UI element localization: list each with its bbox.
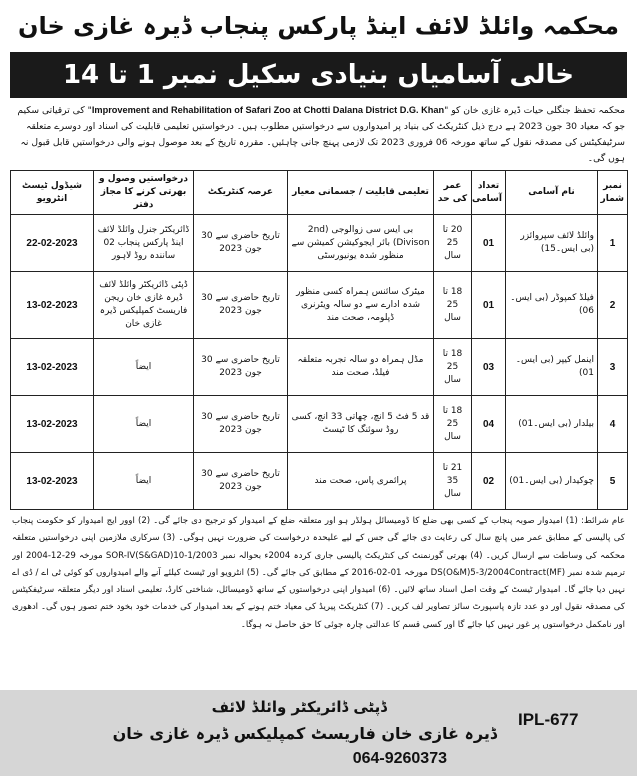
intro-line1-end: کی ترقیاتی سکیم جو کہ	[17, 105, 625, 132]
header-age: عمر کی حد	[434, 171, 472, 215]
row-qualification: قد 5 فٹ 5 انچ، چھاتی 33 انچ، کسی روڈ سوئنگ کا ٹیسٹ	[288, 396, 434, 453]
row-age: 20 تا 25 سال	[434, 215, 472, 272]
row-serial: 1	[598, 215, 628, 272]
row-qualification: بی ایس سی زوالوجی (2nd Divison) بائر ایجوکیشن کمیشن سے منظور شدہ یونیورسٹی	[288, 215, 434, 272]
header-schedule: شیڈول ٹیسٹ انٹرویو	[11, 171, 94, 215]
row-contract: تاریخ حاضری سے 30 جون 2023	[194, 396, 288, 453]
row-age: 21 تا 35 سال	[434, 453, 472, 510]
row-post: بیلدار (بی ایس۔01)	[506, 396, 598, 453]
row-count: 03	[472, 339, 506, 396]
term-2: (3) سرکاری ملازمین اپنی درخواستیں متعلقہ محکمہ کی وساطت سے ارسال کریں۔ (4) بھرتی گورنمنٹ کی کنٹریکٹ پالیسی جاری کردہ 2004ء بحوالہ نمبر SOR-IV(S&GAD)10-1/2003 مورخہ 29-12-2004 اور ترمیم شدہ نمبر DS(O&M)5-3/2004Contract(MF) مورخہ 01-02-2016 کے مطابق کی جائے گی۔	[12, 533, 625, 578]
row-serial: 3	[598, 339, 628, 396]
row-authority: ایضاً	[94, 339, 194, 396]
table-row	[11, 453, 628, 510]
footer	[0, 690, 637, 776]
officer-title: ڈپٹی ڈائریکٹر وائلڈ لائف	[211, 698, 387, 716]
vacancies-table	[10, 170, 628, 510]
table-row	[11, 396, 628, 453]
table-row	[11, 215, 628, 272]
intro-paragraph: محکمہ تحفظ جنگلی حیات ڈیرہ غازی خان کو "Improvement and Rehabilitation of Safari Zoo at Chotti Dalana District D.G. Khan" کی ترقیاتی سکیم جو کہ معیاد 30 جون 2023 ہے درج ذیل کنٹریکٹ کی بنیاد پر امیدواروں سے درخواستیں مطلوب ہیں۔ درخواستیں تعلیمی قابلیت کی اسناد اور دوسرے متعلقہ سرٹیفکیٹس کی مصدقہ نقول کے ساتھ مورخہ 06 فروری 2023 تک لازمی پہنچ جانی چاہئیں۔ مقررہ تاریخ کے بعد موصول ہونے والی درخواستیں قابل قبول نہ ہوں گی۔	[17, 105, 625, 164]
row-schedule: 13-02-2023	[11, 272, 94, 339]
general-terms	[12, 513, 625, 688]
department-title: محکمہ وائلڈ لائف اینڈ پارکس پنجاب ڈیرہ غازی خان	[18, 12, 619, 40]
row-serial: 4	[598, 396, 628, 453]
intro-line1-start: محکمہ تحفظ جنگلی حیات ڈیرہ غازی خان کو	[451, 105, 625, 116]
row-age: 18 تا 25 سال	[434, 396, 472, 453]
row-post: اینمل کیپر (بی ایس۔01)	[506, 339, 598, 396]
header-post: نام آسامی	[506, 171, 598, 215]
row-contract: تاریخ حاضری سے 30 جون 2023	[194, 339, 288, 396]
table-row	[11, 339, 628, 396]
row-qualification: میٹرک سائنس ہمراہ کسی منظور شدہ ادارے سے دو سالہ ویٹرنری ڈپلومہ، صحت مند	[288, 272, 434, 339]
row-post: وائلڈ لائف سپروائزر (بی ایس۔15)	[506, 215, 598, 272]
row-post: چوکیدار (بی ایس۔01)	[506, 453, 598, 510]
header-authority: درخواستیں وصول و بھرتی کرنے کا مجاز دفتر	[94, 171, 194, 215]
header-serial: نمبر شمار	[598, 171, 628, 215]
row-schedule: 13-02-2023	[11, 396, 94, 453]
row-schedule: 13-02-2023	[11, 453, 94, 510]
term-4: (7) کنٹریکٹ پیریڈ کی معیاد ختم ہونے کے بعد امیدوار کی خدمات خود بخود ختم تصور ہوں گی۔ ادھوری اور نامکمل درخواستوں پر غور نہیں کیا جائے گا اور کسی قسم کا عدالتی چارہ جوئی کا حق حاصل نہ ہوگا۔	[12, 602, 625, 630]
row-count: 04	[472, 396, 506, 453]
header-count: تعداد آسامی	[472, 171, 506, 215]
row-age: 18 تا 25 سال	[434, 339, 472, 396]
term-3: (5) انٹرویو اور ٹیسٹ کیلئے آنے والے امیدواروں کو کوئی ٹی اے / ڈی اے نہیں دیا جائے گا۔ امیدوار ٹیسٹ کے وقت اصل اسناد ساتھ لائیں۔ (6) امیدوار اپنی درخواستوں کے ساتھ ڈومیسائل، شناختی کارڈ، تعلیمی اسناد اور دیگر متعلقہ سرٹیفکیٹس کی مصدقہ نقول اور دو عدد تازہ پاسپورٹ سائز تصاویر لف کریں۔	[12, 567, 625, 613]
row-authority: ایضاً	[94, 453, 194, 510]
term-1: عام شرائط: (1) امیدوار صوبہ پنجاب کے کسی بھی ضلع کا ڈومیسائل ہولڈر ہو اور متعلقہ ضلع کے امیدوار کو ترجیح دی جائے گی۔ (2) اوور ایج امیدوار کو حکومت پنجاب کی پالیسی کے مطابق عمر میں پانچ سال کی رعایت دی جائے گی جس کے لیے علیحدہ درخواست کی ضرورت نہیں ہوگی۔	[12, 516, 625, 544]
header-qualification: تعلیمی قابلیت / جسمانی معیار	[288, 171, 434, 215]
intro-line2: معیاد 30 جون 2023 ہے درج ذیل کنٹریکٹ کی بنیاد پر امیدواروں سے درخواستیں مطلوب ہیں۔ درخواستیں تعلیمی قابلیت کی اسناد اور دوسرے متعلقہ سرٹیفکیٹس کی مصدقہ نقول کے ساتھ مورخہ 06 فروری 2023 تک لازمی پہنچ جانی چاہئیں۔ مقررہ تاریخ کے بعد موصول ہونے والی درخواستیں قابل قبول نہ ہوں گی۔	[20, 121, 625, 164]
phone-number: 064-9260373	[352, 750, 447, 767]
row-qualification: پرائمری پاس، صحت مند	[288, 453, 434, 510]
row-authority: ایضاً	[94, 396, 194, 453]
row-authority: ڈائریکٹر جنرل وائلڈ لائف اینڈ پارکس پنجاب 02 سانندہ روڈ لاہور	[94, 215, 194, 272]
row-schedule: 13-02-2023	[11, 339, 94, 396]
row-count: 01	[472, 272, 506, 339]
row-schedule: 22-02-2023	[11, 215, 94, 272]
row-contract: تاریخ حاضری سے 30 جون 2023	[194, 453, 288, 510]
ipl-reference: IPL-677	[518, 710, 579, 729]
row-count: 01	[472, 215, 506, 272]
vacancies-banner: خالی آسامیاں بنیادی سکیل نمبر 1 تا 14	[10, 52, 627, 98]
row-serial: 2	[598, 272, 628, 339]
project-name: Improvement and Rehabilitation of Safari Zoo at Chotti Dalana District D.G. Khan	[91, 105, 445, 115]
row-contract: تاریخ حاضری سے 30 جون 2023	[194, 272, 288, 339]
row-age: 18 تا 25 سال	[434, 272, 472, 339]
row-count: 02	[472, 453, 506, 510]
table-row	[11, 272, 628, 339]
header-contract: عرصہ کنٹریکٹ	[194, 171, 288, 215]
office-address: ڈیرہ غازی خان فاریسٹ کمپلیکس ڈیرہ غازی خان	[112, 724, 497, 743]
table-header-row	[11, 171, 628, 215]
row-contract: تاریخ حاضری سے 30 جون 2023	[194, 215, 288, 272]
row-qualification: مڈل ہمراہ دو سالہ تجربہ متعلقہ فیلڈ، صحت مند	[288, 339, 434, 396]
row-post: فیلڈ کمپوڈر (بی ایس۔06)	[506, 272, 598, 339]
row-serial: 5	[598, 453, 628, 510]
row-authority: ڈپٹی ڈائریکٹر وائلڈ لائف ڈیرہ غازی خان ریجن فاریسٹ کمپلیکس ڈیرہ غازی خان	[94, 272, 194, 339]
